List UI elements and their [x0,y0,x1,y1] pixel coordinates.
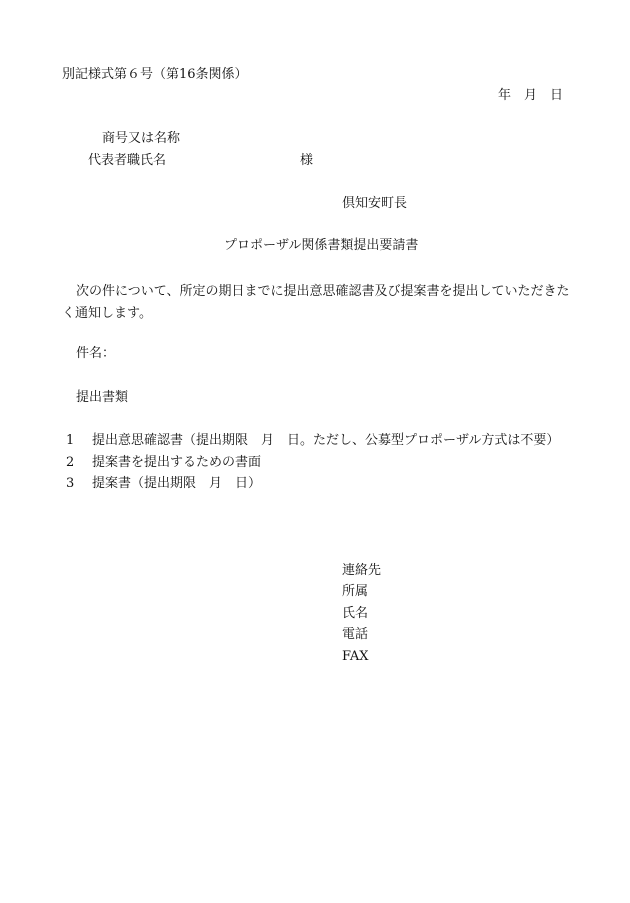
documents-heading: 提出書類 [76,390,129,405]
contact-fax: FAX [342,649,369,664]
list-item-text: 提案書を提出するための書面 [92,455,262,470]
contact-dept: 所属 [342,584,369,599]
contact-phone: 電話 [342,627,369,642]
date-line: 年 月 日 [498,88,564,103]
body-paragraph: 次の件について、所定の期日までに提出意思確認書及び提案書を提出していただきたく通知します。 [62,284,570,321]
document-title: プロポーザル関係書類提出要請書 [224,238,419,253]
list-item [66,433,559,449]
form-label: 別記様式第６号（第16条関係） [62,67,248,82]
list-item-text: 提案書（提出期限 月 日） [92,476,262,491]
list-item-text: 提出意思確認書（提出期限 月 日。ただし、公募型プロポーザル方式は不要） [92,433,560,448]
issuer: 倶知安町長 [342,196,408,211]
list-item-number: 2 [66,455,75,470]
representative-label: 代表者職氏名 [88,153,167,168]
list-item [66,455,261,471]
list-item-number: 1 [66,433,75,448]
honorific: 様 [300,153,314,168]
list-item-number: 3 [66,476,75,491]
company-name-label: 商号又は名称 [102,131,181,146]
contact-heading: 連絡先 [342,563,382,578]
subject-label: 件名： [76,346,116,361]
list-item [66,476,261,492]
contact-name: 氏名 [342,606,369,621]
